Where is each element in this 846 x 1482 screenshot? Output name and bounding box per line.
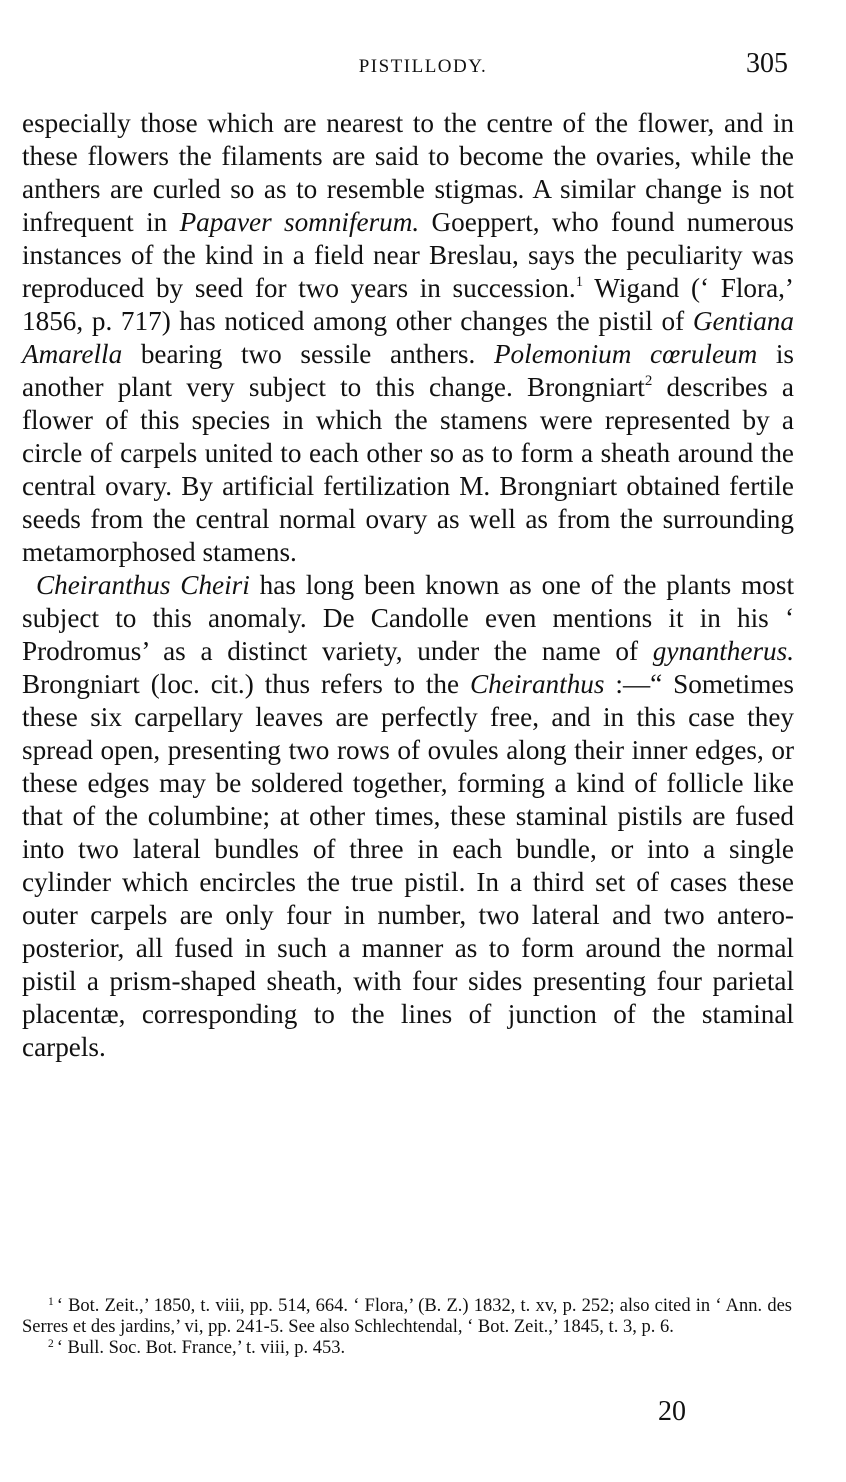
paragraph-1 — [22, 107, 794, 569]
chapter-title: PISTILLODY. — [358, 56, 488, 77]
italic-species-name: Polemonium cœruleum — [493, 339, 758, 369]
text-run: :—“ Sometimes these six carpellary leaves are perfectly free, and in this case they spread open, presenting two rows of ovules along their inner edges, or these edges may be soldered together, forming a kind of follicle like that of the columbine; at other times, these staminal pistils are fused into two lateral bundles of three in each bundle, or into a single cylinder which encircles the true pistil. In a third set of cases these outer carpels are only four in number, two lateral and two antero-posterior, all fused in such a manner as to form around the normal pistil a prism-shaped sheath, with four sides presenting four parietal placentæ, corresponding to the lines of junction of the staminal carpels. — [22, 669, 794, 1062]
footnote-text: ‘ Bull. Soc. Bot. France,’ t. viii, p. 453. — [56, 1338, 346, 1358]
text-run: describes a flower of this species in which the stamens were represented by a circle of carpels united to each other so as to form a sheath around the central ovary. By artificial fertilization M. Brongniart obtained fertile seeds from the central normal ovary as well as from the surrounding metamorphosed stamens. — [22, 372, 794, 567]
italic-species-name: Papaver somniferum. — [179, 207, 420, 237]
paragraph-2 — [22, 569, 794, 1064]
running-head — [0, 48, 846, 86]
italic-species-name: Gentiana Amarella — [22, 306, 794, 369]
page-number: 305 — [746, 48, 788, 79]
body-text — [22, 107, 794, 1064]
footnote-reference-1: 1 — [575, 273, 584, 290]
footnote-mark: 2 — [48, 1338, 54, 1351]
text-run: Wigand (‘ Flora,’ 1856, p. 717) has noticed among other changes the pistil of — [22, 273, 794, 336]
italic-species-name: Cheiranthus Cheiri — [36, 570, 250, 600]
text-run: bearing two sessile anthers. — [122, 339, 494, 369]
footnote-text: ‘ Bot. Zeit.,’ 1850, t. viii, pp. 514, 664. ‘ Flora,’ (B. Z.) 1832, t. xv, p. 252; also cited in ‘ Ann. des Serres et des jardins,’ vi, pp. 241-5. See also Schlechtendal, ‘ Bot. Zeit.,’ 1845, t. 3, p. 6. — [22, 1296, 792, 1337]
text-run: Goeppert, who found numerous instances of the kind in a field near Breslau, says the peculiarity was reproduced by seed for two years in succession. — [22, 207, 794, 303]
footnote-1 — [22, 1296, 792, 1338]
text-run: especially those which are nearest to the centre of the flower, and in these flowers the filaments are said to become the ovaries, while the anthers are curled so as to resemble stigmas. A similar change is not infrequent in — [22, 108, 794, 237]
footnote-reference-2: 2 — [644, 372, 653, 389]
text-run: is another plant very subject to this change. Brongniart — [22, 339, 794, 402]
signature-mark: 20 — [658, 1396, 686, 1427]
footnote-2 — [22, 1338, 792, 1359]
italic-genus-name: Cheiranthus — [470, 669, 605, 699]
italic-variety-name: gynantherus. — [652, 636, 794, 666]
footnotes — [22, 1296, 792, 1359]
text-run: Brongniart (loc. cit.) thus refers to the — [22, 669, 471, 699]
footnote-mark: 1 — [48, 1296, 54, 1309]
text-run: has long been known as one of the plants most subject to this anomaly. De Candolle even mentions it in his ‘ Prodromus’ as a distinct variety, under the name of — [22, 570, 794, 666]
